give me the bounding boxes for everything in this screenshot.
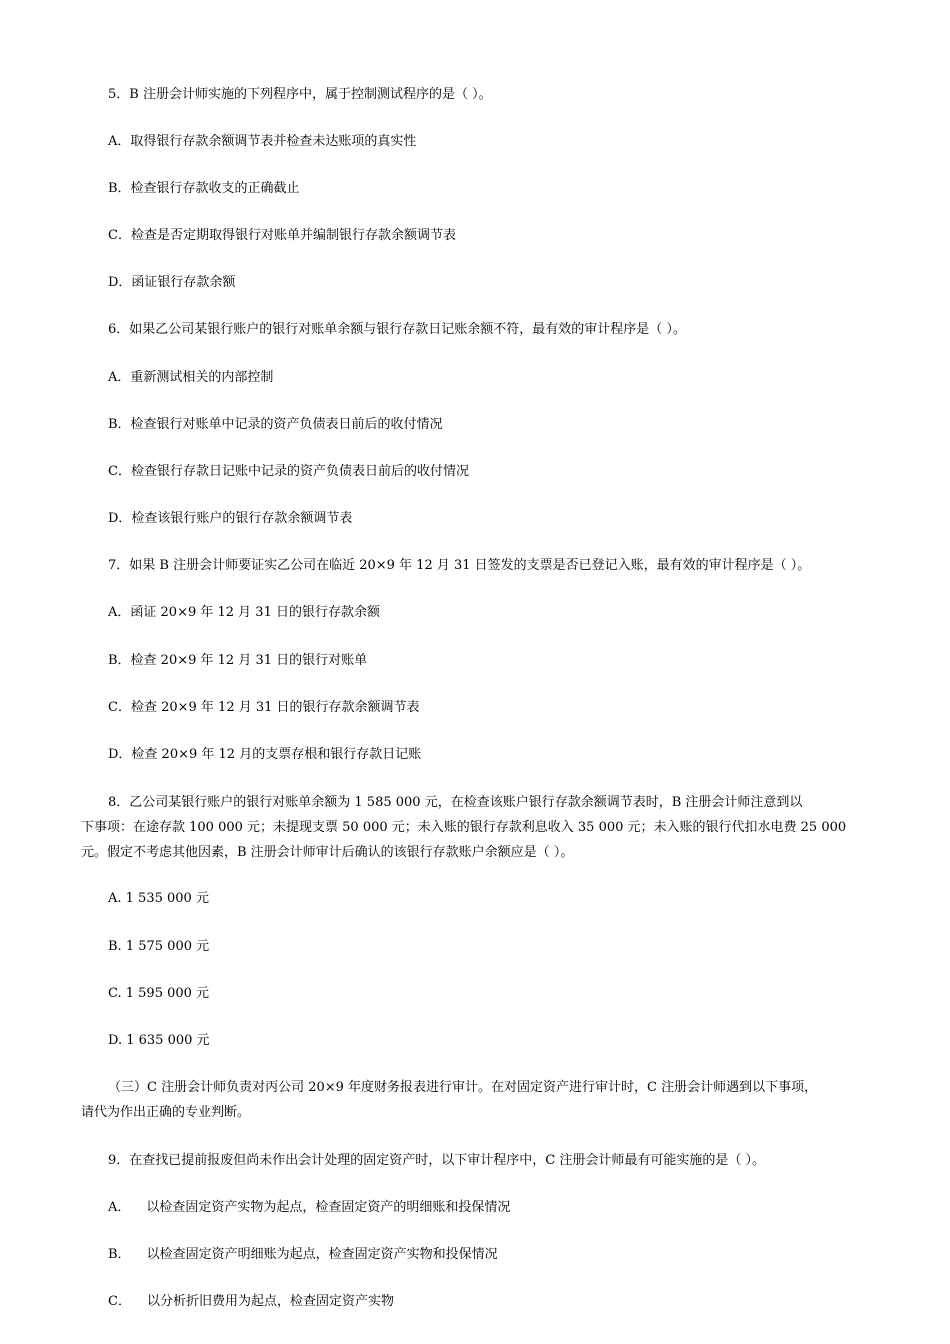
question-5-option-a: A．取得银行存款余额调节表并检查未达账项的真实性 — [108, 134, 417, 149]
question-8-option-c: C. 1 595 000 元 — [108, 986, 210, 1001]
question-8-option-b: B. 1 575 000 元 — [108, 939, 210, 954]
option-letter: B． — [108, 1247, 131, 1262]
question-7-stem: 7．如果 B 注册会计师要证实乙公司在临近 20×9 年 12 月 31 日签发的支票是否已登记入账，最有效的审计程序是（ ）。 — [108, 558, 811, 573]
question-8-stem-line-1: 8．乙公司某银行账户的银行对账单余额为 1 585 000 元，在检查该账户银行存款余额调节表时，B 注册会计师注意到以 — [108, 795, 803, 810]
question-6-stem: 6．如果乙公司某银行账户的银行对账单余额与银行存款日记账余额不符，最有效的审计程序是（ ）。 — [108, 322, 686, 337]
question-6-option-d: D．检查该银行账户的银行存款余额调节表 — [108, 511, 353, 526]
question-7-option-a: A．函证 20×9 年 12 月 31 日的银行存款余额 — [108, 605, 380, 620]
question-8-option-a: A. 1 535 000 元 — [108, 891, 209, 906]
question-6-option-c: C．检查银行存款日记账中记录的资产负债表日前后的收付情况 — [108, 464, 469, 479]
option-letter: C． — [108, 1294, 131, 1309]
option-text: 以检查固定资产明细账为起点，检查固定资产实物和投保情况 — [146, 1247, 498, 1262]
question-9-option-a — [108, 1200, 510, 1216]
question-9-option-c — [108, 1294, 394, 1310]
question-6-option-a: A．重新测试相关的内部控制 — [108, 370, 274, 385]
question-5-option-d: D．函证银行存款余额 — [108, 275, 236, 290]
section-3-intro-line-2: 请代为作出正确的专业判断。 — [81, 1105, 251, 1120]
question-8-option-d: D. 1 635 000 元 — [108, 1033, 210, 1048]
option-text: 以分析折旧费用为起点，检查固定资产实物 — [146, 1294, 394, 1309]
question-5-option-c: C．检查是否定期取得银行对账单并编制银行存款余额调节表 — [108, 228, 456, 243]
option-text: 以检查固定资产实物为起点，检查固定资产的明细账和投保情况 — [146, 1200, 511, 1215]
section-3-intro-line-1: （三）C 注册会计师负责对丙公司 20×9 年度财务报表进行审计。在对固定资产进行审计时，C 注册会计师遇到以下事项， — [108, 1080, 818, 1095]
question-9-stem: 9．在查找已提前报废但尚未作出会计处理的固定资产时，以下审计程序中，C 注册会计师最有可能实施的是（ ）。 — [108, 1153, 765, 1168]
question-6-option-b: B．检查银行对账单中记录的资产负债表日前后的收付情况 — [108, 417, 443, 432]
question-8-stem-line-2: 下事项：在途存款 100 000 元；未提现支票 50 000 元；未入账的银行存款利息收入 35 000 元；未入账的银行代扣水电费 25 000 — [81, 820, 847, 835]
question-8-stem-line-3: 元。假定不考虑其他因素，B 注册会计师审计后确认的该银行存款账户余额应是（ ）。 — [81, 845, 574, 860]
question-7-option-c: C．检查 20×9 年 12 月 31 日的银行存款余额调节表 — [108, 700, 420, 715]
question-5-stem: 5．B 注册会计师实施的下列程序中，属于控制测试程序的是（ ）。 — [108, 87, 492, 102]
question-9-option-b — [108, 1247, 498, 1263]
question-5-option-b: B．检查银行存款收支的正确截止 — [108, 181, 300, 196]
question-7-option-b: B．检查 20×9 年 12 月 31 日的银行对账单 — [108, 653, 368, 668]
option-letter: A． — [108, 1200, 131, 1215]
question-7-option-d: D．检查 20×9 年 12 月的支票存根和银行存款日记账 — [108, 747, 422, 762]
